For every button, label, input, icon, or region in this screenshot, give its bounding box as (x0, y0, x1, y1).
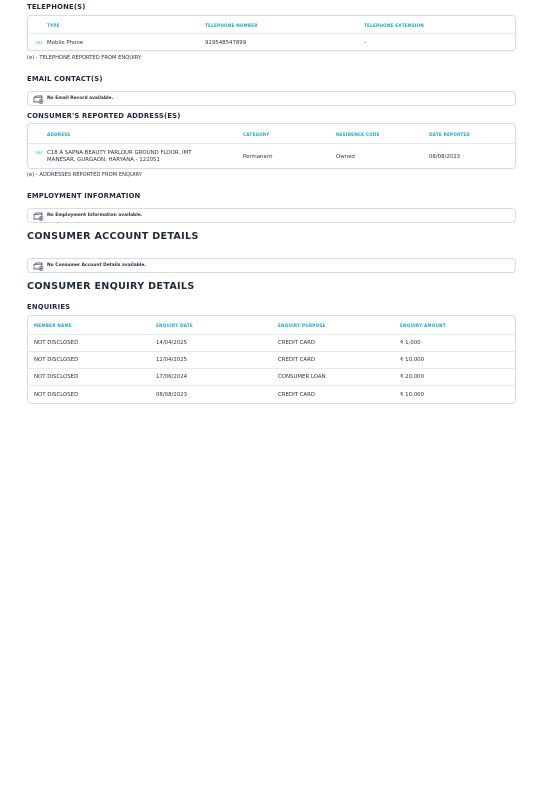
addresses-note: (e) - ADDRESSES REPORTED FROM ENQUIRY (27, 172, 142, 178)
enquiry-date: 14/04/2025 (156, 340, 188, 346)
enquiries-header-amount: ENQUIRY AMOUNT (400, 323, 446, 328)
enquiry-date: 17/06/2024 (156, 374, 188, 380)
enquiries-title: ENQUIRIES (27, 303, 71, 311)
addresses-header-date: DATE REPORTED (429, 132, 471, 137)
addresses-title: CONSUMER'S REPORTED ADDRESS(ES) (27, 112, 181, 120)
employment-title: EMPLOYMENT INFORMATION (27, 192, 141, 200)
emails-empty-box (27, 91, 516, 106)
enquiry-mark: (e) (36, 151, 43, 156)
enquiry-purpose: CREDIT CARD (278, 340, 316, 346)
telephones-note: (e) - TELEPHONE REPORTED FROM ENQUIRY (27, 55, 142, 61)
enquiry-details-title: CONSUMER ENQUIRY DETAILS (27, 281, 195, 292)
row-divider (28, 385, 515, 386)
accounts-title: CONSUMER ACCOUNT DETAILS (27, 231, 199, 242)
enquiry-purpose: CONSUMER LOAN (278, 374, 326, 380)
addresses-header-residence: RESIDENCE CODE (336, 132, 380, 137)
enquiry-mark: (e) (36, 41, 43, 46)
address-residence-code: Owned (336, 154, 355, 160)
telephones-header-divider (28, 33, 515, 34)
employment-empty-box (27, 208, 516, 223)
telephones-header-number: TELEPHONE NUMBER (205, 23, 258, 28)
enquiry-purpose: CREDIT CARD (278, 357, 316, 363)
enquiries-header-member: MEMBER NAME (34, 323, 72, 328)
enquiry-purpose: CREDIT CARD (278, 392, 316, 398)
enquiries-header-date: ENQUIRY DATE (156, 323, 193, 328)
emails-empty-text: No Email Record available. (47, 96, 114, 101)
telephone-number: 919548547899 (205, 40, 247, 46)
enquiry-member: NOT DISCLOSED (34, 357, 79, 363)
no-record-icon (33, 262, 44, 271)
addresses-header-address: ADDRESS (47, 132, 71, 137)
address-category: Permanent (243, 154, 273, 160)
telephones-table (27, 15, 516, 51)
accounts-empty-text: No Consumer Account Details available. (47, 263, 146, 268)
enquiries-table (27, 315, 516, 404)
emails-title: EMAIL CONTACT(S) (27, 75, 103, 83)
address-line-1: C18 A SAPNA BEAUTY PARLOUR GROUND FLOOR, IMT (47, 150, 192, 156)
enquiry-member: NOT DISCLOSED (34, 374, 79, 380)
telephone-type: Mobile Phone (47, 40, 84, 46)
no-record-icon (33, 95, 44, 104)
telephones-title: TELEPHONE(S) (27, 3, 86, 11)
telephones-header-extension: TELEPHONE EXTENSION (364, 23, 424, 28)
addresses-table (27, 123, 516, 169)
enquiry-amount: ₹ 10,000 (400, 357, 425, 363)
enquiry-amount: ₹ 1,000 (400, 340, 421, 346)
accounts-empty-box (27, 258, 516, 273)
row-divider (28, 368, 515, 369)
row-divider (28, 351, 515, 352)
address-date-reported: 08/08/2023 (429, 154, 461, 160)
enquiry-date: 08/08/2023 (156, 392, 188, 398)
enquiry-amount: ₹ 10,000 (400, 392, 425, 398)
addresses-header-divider (28, 143, 515, 144)
enquiry-member: NOT DISCLOSED (34, 392, 79, 398)
enquiry-member: NOT DISCLOSED (34, 340, 79, 346)
enquiry-date: 12/04/2025 (156, 357, 188, 363)
enquiries-header-purpose: ENQUIRY PURPOSE (278, 323, 326, 328)
no-record-icon (33, 212, 44, 221)
telephones-header-type: TYPE (47, 23, 60, 28)
addresses-header-category: CATEGORY (243, 132, 270, 137)
address-line-2: MANESAR, GURGAON, HARYANA - 122051 (47, 157, 160, 163)
enquiries-header-divider (28, 334, 515, 335)
enquiry-amount: ₹ 20,000 (400, 374, 425, 380)
employment-empty-text: No Employment Information available. (47, 213, 143, 218)
telephone-extension: - (364, 40, 366, 46)
